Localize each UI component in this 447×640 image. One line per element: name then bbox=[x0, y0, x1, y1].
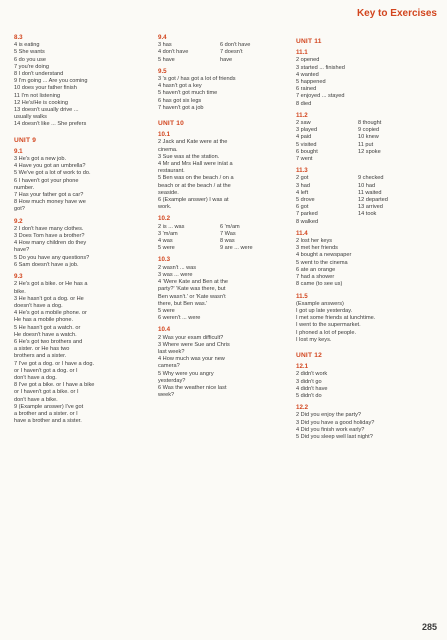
answer-line: 6 I haven't got your phone bbox=[14, 177, 79, 184]
answer-line: seaside. bbox=[158, 189, 179, 196]
answer-line: 8 came (to see us) bbox=[296, 281, 343, 288]
answer-line: 6 Was the weather nice last bbox=[158, 384, 227, 391]
unit-heading: UNIT 9 bbox=[14, 136, 37, 144]
answer-row bbox=[158, 238, 288, 245]
answer-cell: 8 walked bbox=[296, 218, 319, 225]
answer-cell: 14 took bbox=[358, 211, 377, 218]
answer-line: 3 He's got a new job. bbox=[14, 156, 67, 163]
answer-row bbox=[296, 142, 436, 149]
answer-row bbox=[158, 49, 288, 56]
answer-row bbox=[296, 175, 436, 182]
answer-line: there, but Ben was.' bbox=[158, 300, 208, 307]
answer-line: 3 Where were Sue and Chris bbox=[158, 341, 230, 348]
answer-line: 3 was ... were bbox=[158, 271, 193, 278]
answer-line: don't have a bike. bbox=[14, 396, 58, 403]
answer-line: got? bbox=[14, 206, 25, 213]
answer-line: 10 does your father finish bbox=[14, 85, 77, 92]
exercise-number: 11.1 bbox=[296, 49, 308, 57]
answer-line: 5 didn't do bbox=[296, 392, 322, 399]
answer-cell: 3 has bbox=[158, 42, 172, 49]
answer-line: 2 wasn't ... was bbox=[158, 264, 197, 271]
answer-line: 2 didn't work bbox=[296, 371, 328, 378]
answer-line: or I haven't got a bike. or I bbox=[14, 389, 79, 396]
answer-line: 5 happened bbox=[296, 79, 326, 86]
exercise-number: 11.5 bbox=[296, 292, 308, 300]
answer-line: 6 (Example answer) I was at bbox=[158, 197, 229, 204]
exercise-number: 11.3 bbox=[296, 167, 308, 175]
answer-cell: 5 visited bbox=[296, 141, 317, 148]
answer-line: 8 I don't understand bbox=[14, 71, 64, 78]
answer-line: 11 I'm not listening bbox=[14, 92, 61, 99]
answer-line: 4 'Were Kate and Ben at the bbox=[158, 279, 229, 286]
answer-cell: 7 parked bbox=[296, 211, 318, 218]
page-number: 285 bbox=[421, 622, 437, 632]
answer-line: 4 Did you finish work early? bbox=[296, 426, 365, 433]
answer-row bbox=[296, 127, 436, 134]
answer-line: 3 He hasn't got a dog. or He bbox=[14, 295, 84, 302]
answer-line: 6 weren't ... were bbox=[158, 315, 201, 322]
answer-line: I phoned a lot of people. bbox=[296, 329, 357, 336]
answer-cell: 10 knew bbox=[358, 134, 379, 141]
answer-cell: 12 spoke bbox=[358, 148, 381, 155]
answer-cell: 4 don't have bbox=[158, 49, 189, 56]
answer-line: 4 How much was your new bbox=[158, 356, 225, 363]
answer-line: 4 wanted bbox=[296, 71, 319, 78]
answer-row bbox=[158, 245, 288, 252]
answer-line: 2 Did you enjoy the party? bbox=[296, 412, 361, 419]
answer-line: 2 lost her keys bbox=[296, 238, 333, 245]
answer-cell: 7 doesn't bbox=[220, 49, 243, 56]
answer-line: 2 Jack and Kate were at the bbox=[158, 139, 228, 146]
answer-cell: 6 got bbox=[296, 204, 309, 211]
exercise-number: 10.1 bbox=[158, 131, 171, 139]
answer-line: 5 haven't got much time bbox=[158, 90, 218, 97]
answer-line: 7 Has your father got a car? bbox=[14, 192, 84, 199]
answer-cell: 2 saw bbox=[296, 120, 311, 127]
answer-cell: 4 left bbox=[296, 189, 309, 196]
answer-line: 4 How many children do they bbox=[14, 240, 87, 247]
answer-line: 4 bought a newspaper bbox=[296, 252, 352, 259]
answer-line: 6 has got six legs bbox=[158, 97, 202, 104]
answer-line: 5 went to the cinema bbox=[296, 259, 348, 266]
answer-line: I met some friends at lunchtime. bbox=[296, 315, 376, 322]
answer-cell: 9 copied bbox=[358, 127, 380, 134]
answer-line: 7 enjoyed ... stayed bbox=[296, 93, 345, 100]
answer-line: 5 She wants bbox=[14, 49, 45, 56]
answer-line: 4 Have you got an umbrella? bbox=[14, 163, 86, 170]
answer-cell: 5 were bbox=[158, 245, 175, 252]
answer-cell: 11 put bbox=[358, 141, 374, 148]
answer-line: have a brother and a sister. bbox=[14, 418, 82, 425]
answer-line: 6 He's got two brothers and bbox=[14, 338, 83, 345]
answer-cell: 11 waited bbox=[358, 189, 382, 196]
answer-line: work. bbox=[158, 204, 172, 211]
exercise-number: 10.3 bbox=[158, 256, 171, 264]
answer-line: 5 He hasn't got a watch. or bbox=[14, 324, 81, 331]
answer-row bbox=[296, 183, 436, 190]
answer-row bbox=[296, 197, 436, 204]
answer-line: 4 He's got a mobile phone. or bbox=[14, 310, 87, 317]
answer-line: 12 He's/He is cooking bbox=[14, 99, 68, 106]
answer-line: 4 Mr and Mrs Hall were in/at a bbox=[158, 161, 233, 168]
answer-line: 7 had a shower bbox=[296, 274, 335, 281]
answer-line: (Example answers) bbox=[296, 300, 344, 307]
answer-line: last week? bbox=[158, 348, 185, 355]
answer-cell: have bbox=[220, 56, 233, 63]
column-2 bbox=[158, 30, 288, 399]
answer-line: don't have a dog. bbox=[14, 374, 57, 381]
answer-line: beach or at the beach / at the bbox=[158, 182, 231, 189]
answer-cell: 5 have bbox=[158, 56, 175, 63]
answer-cell: 6 bought bbox=[296, 148, 318, 155]
exercise-number: 11.4 bbox=[296, 229, 308, 237]
answer-cell: 9 are ... were bbox=[220, 245, 253, 252]
answer-cell: 6 don't have bbox=[220, 42, 251, 49]
answer-cell: 8 thought bbox=[358, 120, 382, 127]
page-header-title: Key to Exercises bbox=[356, 8, 437, 19]
exercise-number: 12.2 bbox=[296, 404, 309, 412]
exercise-number: 12.1 bbox=[296, 363, 309, 371]
answer-line: 4 hasn't got a key bbox=[158, 83, 202, 90]
answer-cell: 4 was bbox=[158, 238, 173, 245]
answer-line: 5 Ben was on the beach / on a bbox=[158, 175, 234, 182]
answer-line: 7 haven't got a job bbox=[158, 104, 204, 111]
answer-cell: 3 'm/am bbox=[158, 230, 178, 237]
column-1 bbox=[14, 30, 154, 425]
answer-line: 14 doesn't like ... She prefers bbox=[14, 121, 87, 128]
answer-line: 6 do you use bbox=[14, 56, 47, 63]
answer-line: 7 you're doing bbox=[14, 63, 49, 70]
answer-line: 3 started ... finished bbox=[296, 64, 345, 71]
answer-line: I lost my keys. bbox=[296, 336, 332, 343]
exercise-number: 11.2 bbox=[296, 111, 308, 119]
answer-line: restaurant. bbox=[158, 168, 185, 175]
answer-cell: 3 played bbox=[296, 127, 318, 134]
answer-line: 9 (Example answer) I've got bbox=[14, 403, 84, 410]
answer-line: 3 didn't go bbox=[296, 378, 322, 385]
answer-line: have? bbox=[14, 247, 30, 254]
answer-line: 8 died bbox=[296, 100, 312, 107]
exercise-number: 10.2 bbox=[158, 215, 171, 223]
answer-line: 3 Does Tom have a brother? bbox=[14, 233, 85, 240]
answer-line: 3 's got / has got a lot of friends bbox=[158, 76, 236, 83]
answer-line: or I haven't got a dog. or I bbox=[14, 367, 78, 374]
answer-line: 5 Do you have any questions? bbox=[14, 254, 90, 261]
answer-cell: 2 is ... was bbox=[158, 223, 185, 230]
column-3 bbox=[296, 30, 436, 441]
answer-line: 6 ate an orange bbox=[296, 266, 336, 273]
answer-line: 3 Sue was at the station. bbox=[158, 153, 220, 160]
answer-cell: 10 had bbox=[358, 182, 376, 189]
answer-cell: 13 arrived bbox=[358, 204, 383, 211]
answer-line: 5 Did you sleep well last night? bbox=[296, 433, 373, 440]
unit-heading: UNIT 10 bbox=[158, 120, 184, 128]
unit-heading: UNIT 12 bbox=[296, 351, 322, 359]
answer-line: party?' 'Kate was there, but bbox=[158, 286, 226, 293]
answer-line: He doesn't have a watch. bbox=[14, 331, 77, 338]
answer-line: 6 rained bbox=[296, 86, 317, 93]
answer-line: number. bbox=[14, 184, 35, 191]
answer-line: a sister. or He has two bbox=[14, 346, 70, 353]
answer-cell: 5 drove bbox=[296, 197, 315, 204]
answer-line: 5 Why were you angry bbox=[158, 370, 214, 377]
answer-line: I went to the supermarket. bbox=[296, 322, 361, 329]
answer-row bbox=[296, 149, 436, 156]
answer-line: 3 Did you have a good holiday? bbox=[296, 419, 375, 426]
answer-cell bbox=[358, 219, 436, 226]
answer-line: usually walks bbox=[14, 114, 47, 121]
answer-cell bbox=[358, 156, 436, 163]
exercise-number: 8.3 bbox=[14, 34, 23, 41]
answer-line: 2 opened bbox=[296, 57, 320, 64]
answer-line: 6 Sam doesn't have a job. bbox=[14, 261, 79, 268]
answer-line: yesterday? bbox=[158, 377, 186, 384]
answer-line: camera? bbox=[158, 363, 180, 370]
answer-row bbox=[296, 211, 436, 218]
answer-row bbox=[158, 231, 288, 238]
answer-row bbox=[158, 224, 288, 231]
answer-cell: 7 went bbox=[296, 156, 313, 163]
answer-cell: 3 had bbox=[296, 182, 310, 189]
answer-row bbox=[158, 42, 288, 49]
answer-cell: 2 got bbox=[296, 175, 309, 182]
exercise-number: 9.4 bbox=[158, 34, 167, 41]
answer-cell: 9 checked bbox=[358, 175, 384, 182]
answer-line: 2 He's got a bike. or He has a bbox=[14, 281, 88, 288]
answer-row bbox=[296, 134, 436, 141]
exercise-number: 9.3 bbox=[14, 273, 23, 281]
answer-line: 4 is eating bbox=[14, 42, 40, 49]
answer-line: 5 were bbox=[158, 307, 175, 314]
answer-cell: 12 departed bbox=[358, 197, 388, 204]
answer-row bbox=[296, 190, 436, 197]
answer-line: He has a mobile phone. bbox=[14, 317, 74, 324]
exercise-number: 9.2 bbox=[14, 217, 23, 225]
answer-line: 13 doesn't usually drive ... bbox=[14, 107, 79, 114]
answer-line: bike. bbox=[14, 288, 26, 295]
answer-row bbox=[296, 204, 436, 211]
answer-line: Ben wasn't.' or 'Kate wasn't bbox=[158, 293, 226, 300]
answer-cell: 8 was bbox=[220, 238, 235, 245]
answer-line: 4 didn't have bbox=[296, 385, 328, 392]
exercise-number: 9.1 bbox=[14, 147, 23, 155]
answer-line: 9 I'm going ... Are you coming bbox=[14, 78, 88, 85]
answer-cell: 7 Was bbox=[220, 230, 236, 237]
answer-line: 2 Was your exam difficult? bbox=[158, 334, 224, 341]
answer-row bbox=[296, 120, 436, 127]
answer-line: cinema. bbox=[158, 146, 178, 153]
answer-line: brothers and a sister. bbox=[14, 353, 67, 360]
answer-cell: 4 paid bbox=[296, 134, 312, 141]
unit-heading: UNIT 11 bbox=[296, 38, 322, 45]
exercise-number: 10.4 bbox=[158, 326, 171, 334]
answer-line: week? bbox=[158, 392, 175, 399]
answer-line: 8 I've got a bike. or I have a bike bbox=[14, 382, 95, 389]
answer-row bbox=[296, 156, 436, 163]
answer-row bbox=[296, 219, 436, 226]
exercise-number: 9.5 bbox=[158, 67, 167, 75]
answer-line: 2 I don't have many clothes. bbox=[14, 225, 84, 232]
answer-line: 8 How much money have we bbox=[14, 199, 86, 206]
answer-line: I got up late yesterday. bbox=[296, 307, 353, 314]
answer-line: a brother and a sister. or I bbox=[14, 410, 78, 417]
answer-line: 5 We've got a lot of work to do. bbox=[14, 170, 91, 177]
answer-line: 7 I've got a dog. or I have a dog. bbox=[14, 360, 95, 367]
answer-cell: 6 'm/am bbox=[220, 223, 240, 230]
answer-row bbox=[158, 57, 288, 64]
answer-line: doesn't have a dog. bbox=[14, 302, 63, 309]
answer-line: 3 met her friends bbox=[296, 245, 338, 252]
